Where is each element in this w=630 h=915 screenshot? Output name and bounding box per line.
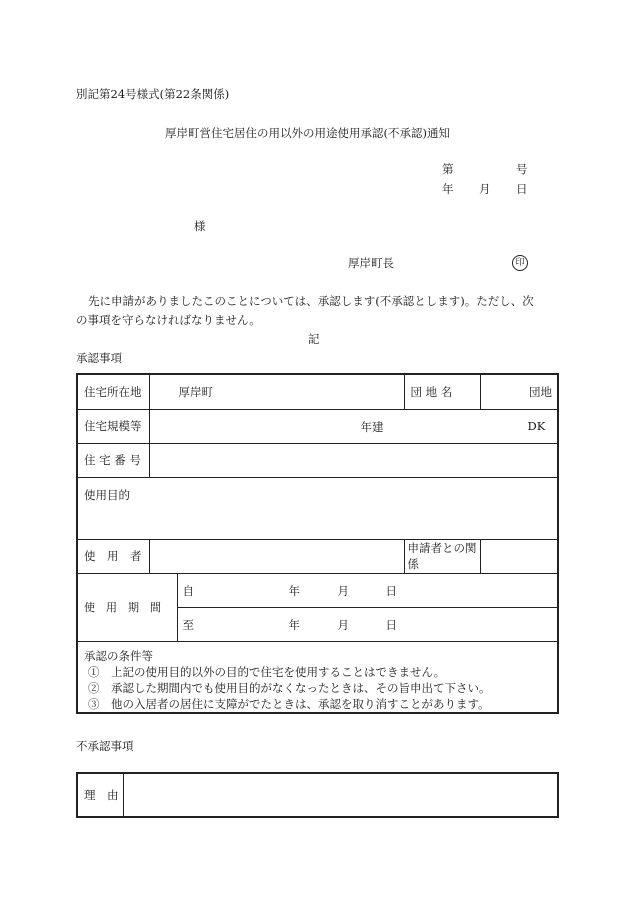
- date-month: 月: [479, 182, 491, 196]
- condition-item: ① 上記の使用目的以外の目的で住宅を使用することはできません。: [88, 664, 446, 679]
- date-year: 年: [442, 182, 454, 196]
- scale-cell[interactable]: [149, 409, 558, 443]
- doc-number-suffix: 号: [516, 162, 528, 176]
- to-label: 至: [182, 617, 194, 632]
- danchi-cell[interactable]: [480, 374, 558, 409]
- to-year: 年: [288, 617, 300, 632]
- address-label: 住宅所在地: [77, 374, 149, 409]
- scale-label: 住宅規模等: [77, 409, 149, 443]
- row-period-from: [77, 573, 558, 607]
- built-year-suffix: 年建: [360, 419, 384, 434]
- issuer: 厚岸町長: [348, 256, 394, 270]
- row-address: [77, 374, 558, 409]
- purpose-label: 使用目的: [84, 487, 130, 502]
- body-text-line-2: の事項を守らなければなりません。: [76, 313, 261, 327]
- address-value: 厚岸町: [178, 384, 213, 399]
- relation-label: 申請者との関係: [404, 539, 480, 573]
- row-purpose[interactable]: [77, 477, 558, 539]
- conditions-title: 承認の条件等: [84, 648, 153, 663]
- row-house-number: [77, 443, 558, 477]
- reason-label: 理 由: [77, 773, 123, 817]
- to-month: 月: [337, 617, 349, 632]
- to-day: 日: [385, 617, 397, 632]
- from-year: 年: [288, 583, 300, 598]
- from-month: 月: [337, 583, 349, 598]
- form-number: 別記第24号様式(第22条関係): [76, 87, 230, 101]
- purpose-cell[interactable]: [77, 477, 558, 539]
- approval-section-title: 承認事項: [76, 351, 122, 365]
- layout-suffix: DK: [527, 418, 546, 433]
- doc-number-prefix: 第: [442, 162, 454, 176]
- period-from-cell[interactable]: [177, 573, 558, 607]
- period-label: 使 用 期 間: [77, 573, 177, 641]
- reason-table: [76, 772, 559, 818]
- seal-mark: [512, 254, 528, 271]
- danchi-label: 団 地 名: [404, 374, 480, 409]
- page-title: 厚岸町営住宅居住の用以外の用途使用承認(不承認)通知: [165, 126, 450, 140]
- condition-item: ② 承認した期間内でも使用目的がなくなったときは、その旨申出て下さい。: [88, 680, 491, 695]
- house-number-label: 住 宅 番 号: [77, 443, 149, 477]
- conditions-cell: [77, 641, 558, 713]
- row-conditions: [77, 641, 558, 713]
- row-scale: [77, 409, 558, 443]
- addressee-suffix: 様: [194, 219, 206, 233]
- row-reason: [77, 773, 558, 817]
- body-text-line-1: 先に申請がありましたこのことについては、承認します(不承認とします)。ただし、次: [88, 294, 534, 308]
- reason-cell[interactable]: [123, 773, 558, 817]
- from-day: 日: [385, 583, 397, 598]
- period-to-cell[interactable]: [177, 607, 558, 641]
- date-day: 日: [516, 182, 528, 196]
- condition-item: ③ 他の入居者の居住に支障がでたときは、承認を取り消すことがあります。: [88, 696, 490, 711]
- relation-cell[interactable]: [480, 539, 558, 573]
- from-label: 自: [182, 583, 194, 598]
- row-user: [77, 539, 558, 573]
- house-number-cell[interactable]: [149, 443, 558, 477]
- disapproval-section-title: 不承認事項: [76, 739, 134, 753]
- ki-heading: 記: [308, 332, 320, 346]
- user-label: 使 用 者: [77, 539, 149, 573]
- danchi-suffix: 団地: [529, 384, 552, 399]
- address-cell[interactable]: [149, 374, 404, 409]
- approval-table: [76, 373, 559, 714]
- user-cell[interactable]: [149, 539, 404, 573]
- seal-glyph: 印: [512, 255, 528, 271]
